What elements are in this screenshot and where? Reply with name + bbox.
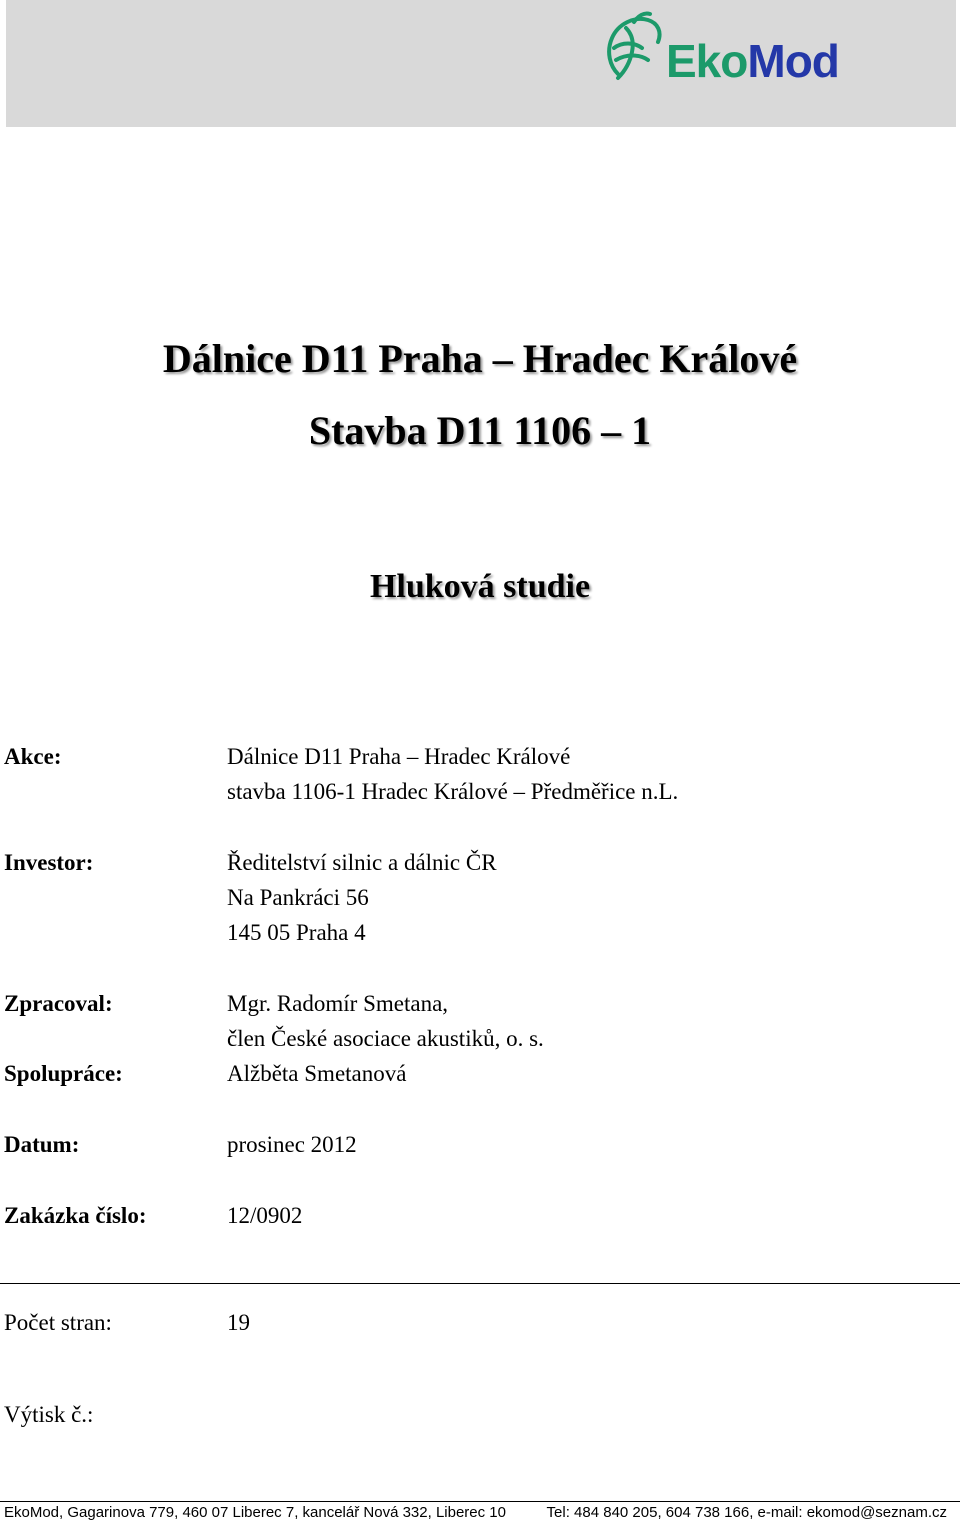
datum-label: Datum: [4,1132,80,1157]
spoluprace-value: Alžběta Smetanová [227,1061,407,1086]
zakazka-label: Zakázka číslo: [4,1203,147,1228]
study-title: Hluková studie [369,568,591,605]
footer-contact: Tel: 484 840 205, 604 738 166, e-mail: ekomod@seznam.cz [546,1504,947,1521]
footer-divider [0,1501,960,1502]
tree-icon [609,13,659,78]
divider-line [0,1283,960,1284]
pocet-stran-value: 19 [227,1310,250,1335]
investor-line-1: Ředitelství silnic a dálnic ČR [227,850,497,875]
investor-label: Investor: [4,850,94,875]
logo-wordmark: EkoMod [666,35,839,87]
investor-line-3: 145 05 Praha 4 [227,920,366,945]
vytisk-label: Výtisk č.: [4,1402,94,1427]
spoluprace-label: Spolupráce: [4,1061,123,1086]
zpracoval-label: Zpracoval: [4,991,113,1016]
datum-value: prosinec 2012 [227,1132,357,1157]
investor-line-2: Na Pankráci 56 [227,885,369,910]
akce-label: Akce: [4,744,62,769]
zakazka-value: 12/0902 [227,1203,303,1228]
subtitle: Stavba D11 1106 – 1 [308,408,652,453]
akce-line-2: stavba 1106-1 Hradec Králové – Předměřice n.L. [227,779,679,804]
zpracoval-line-2: člen České asociace akustiků, o. s. [227,1026,544,1051]
akce-line-1: Dálnice D11 Praha – Hradec Králové [227,744,571,769]
pocet-stran-label: Počet stran: [4,1310,112,1335]
main-title: Dálnice D11 Praha – Hradec Králové [162,336,798,381]
footer-address: EkoMod, Gagarinova 779, 460 07 Liberec 7, kancelář Nová 332, Liberec 10 [4,1504,506,1521]
zpracoval-line-1: Mgr. Radomír Smetana, [227,991,449,1016]
